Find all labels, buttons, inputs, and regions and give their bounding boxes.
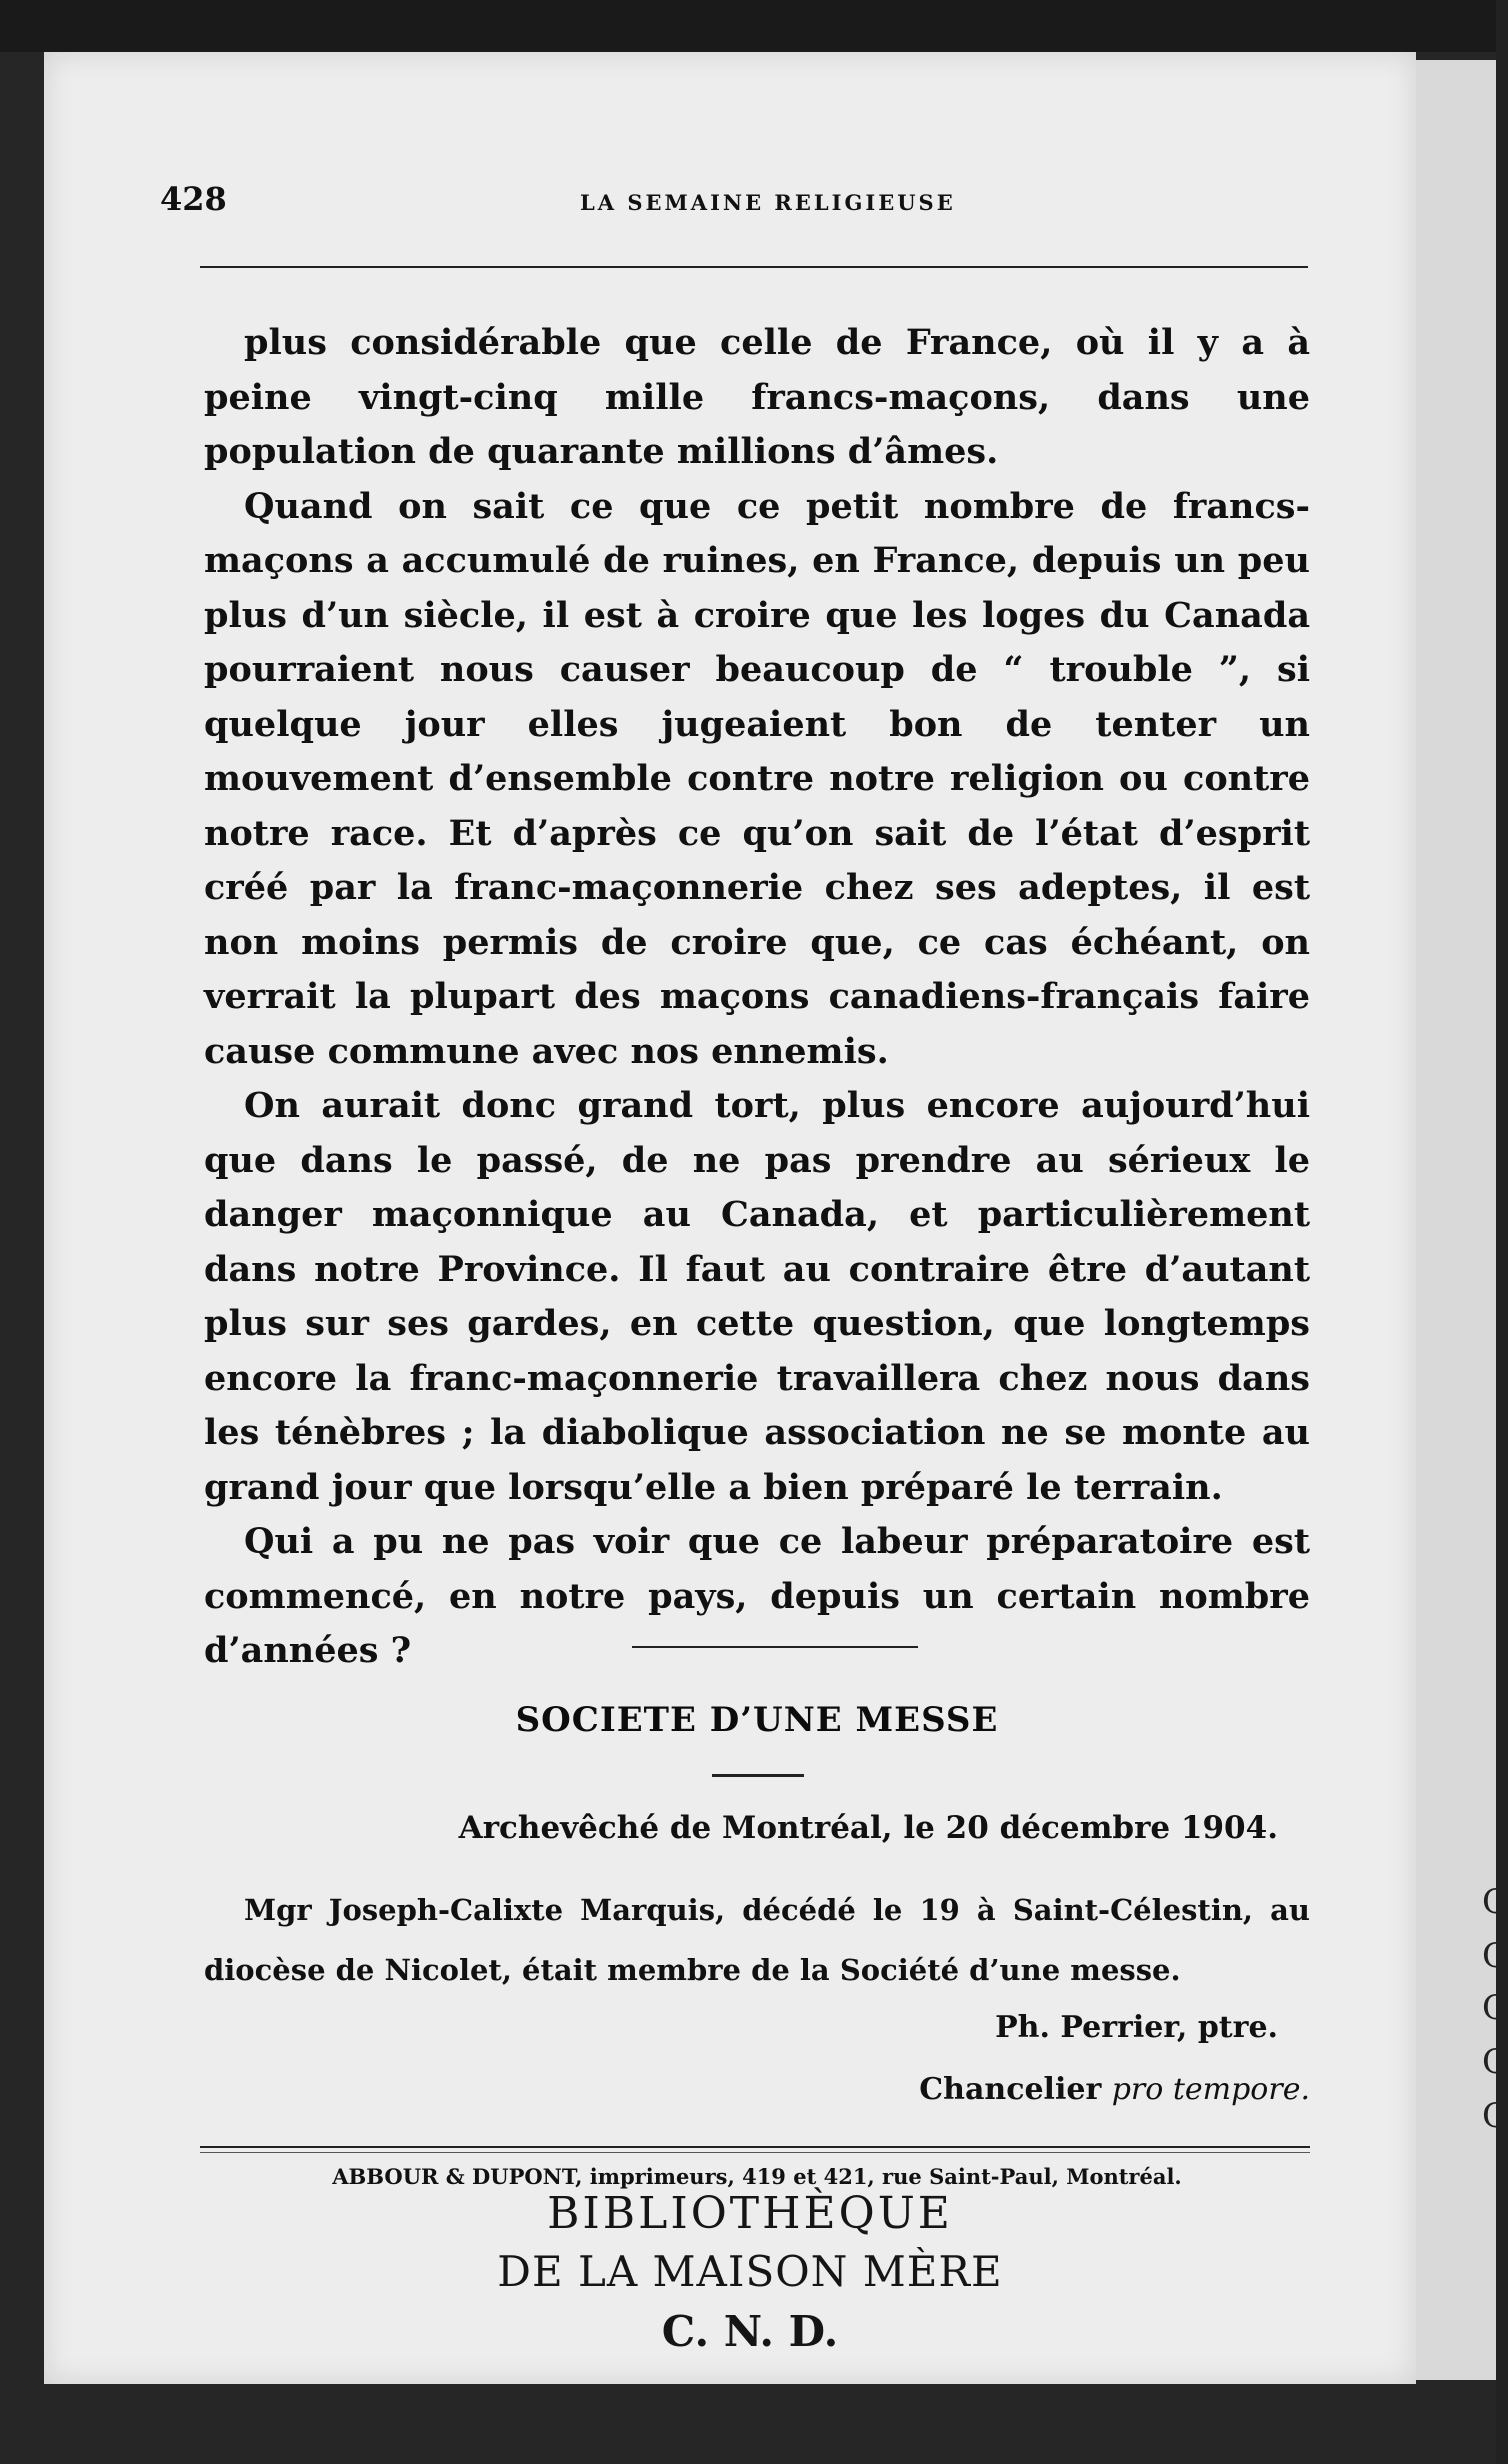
header-rule — [200, 266, 1308, 268]
paragraph: Quand on sait ce que ce petit nombre de francs-maçons a accumulé de ruines, en France, depuis un peu plus d’un siècle, il est à croire que les loges du Canada pourraient nous causer beaucoup de “ trouble ”, si quelque jour elles jugeaient bon de tenter un mouvement d’ensemble contre notre religion ou contre notre race. Et d’après ce qu’on sait de l’état d’esprit créé par la franc-maçonnerie chez ses adeptes, il est non moins permis de croire que, ce cas échéant, on verrait la plupart des maçons canadiens-français faire cause commune avec nos ennemis. — [204, 485, 1310, 1072]
title-underline — [712, 1774, 804, 1777]
footer-rule-thin — [200, 2152, 1310, 2153]
dateline: Archevêché de Montréal, le 20 décembre 1904. — [458, 1810, 1278, 1846]
scan-top-border — [0, 0, 1496, 52]
paragraph: On aurait donc grand tort, plus encore aujourd’hui que dans le passé, de ne pas prendre au sérieux le danger maçonnique au Canada, et particulièrement dans notre Province. Il faut au contraire être d’autant plus sur ses gardes, en cette question, que longtemps encore la franc-maçonnerie travaillera chez nous dans les ténèbres ; la diabolique association ne se monte au grand jour que lorsqu’elle a bien préparé le terrain. — [204, 1085, 1310, 1508]
page-header — [160, 180, 1310, 220]
notice-text-block — [204, 1880, 1310, 2000]
footer-rule — [200, 2146, 1310, 2148]
paragraph: Qui a pu ne pas voir que ce labeur préparatoire est commencé, en notre pays, depuis un certain nombre d’années ? — [204, 1521, 1310, 1671]
page-number: 428 — [160, 180, 227, 218]
adjacent-page-letter: C — [1482, 2042, 1508, 2082]
notice-text: Mgr Joseph-Calixte Marquis, décédé le 19 à Saint-Célestin, au diocèse de Nicolet, était membre de la Société d’une messe. — [204, 1893, 1310, 1987]
adjacent-page-edge — [1404, 60, 1508, 2380]
stamp-line: DE LA MAISON MÈRE — [497, 2247, 1003, 2296]
signature-role: Chancelier — [919, 2072, 1102, 2107]
signature-role-italic: pro tempore. — [1111, 2072, 1310, 2107]
section-divider — [632, 1646, 918, 1648]
library-stamp — [300, 2186, 1200, 2362]
running-title: LA SEMAINE RELIGIEUSE — [580, 190, 956, 215]
paragraph: plus considérable que celle de France, où il y a à peine vingt-cinq mille francs-maçons, dans une population de quarante millions d’âmes. — [204, 322, 1310, 472]
signature-name: Ph. Perrier, ptre. — [995, 2010, 1278, 2045]
adjacent-page-letter: C — [1482, 1882, 1508, 1922]
stamp-line: BIBLIOTHÈQUE — [547, 2188, 953, 2239]
section-title: SOCIETE D’UNE MESSE — [515, 1700, 999, 1740]
adjacent-page-letter: C — [1482, 1988, 1508, 2028]
adjacent-page-letter: C — [1482, 2096, 1508, 2136]
article-body — [204, 316, 1310, 1679]
adjacent-page-letter: C — [1482, 1936, 1508, 1976]
signature-title — [204, 2072, 1310, 2107]
stamp-line: C. N. D. — [661, 2307, 839, 2356]
printer-imprint: ABBOUR & DUPONT, imprimeurs, 419 et 421, rue Saint-Paul, Montréal. — [332, 2164, 1182, 2189]
